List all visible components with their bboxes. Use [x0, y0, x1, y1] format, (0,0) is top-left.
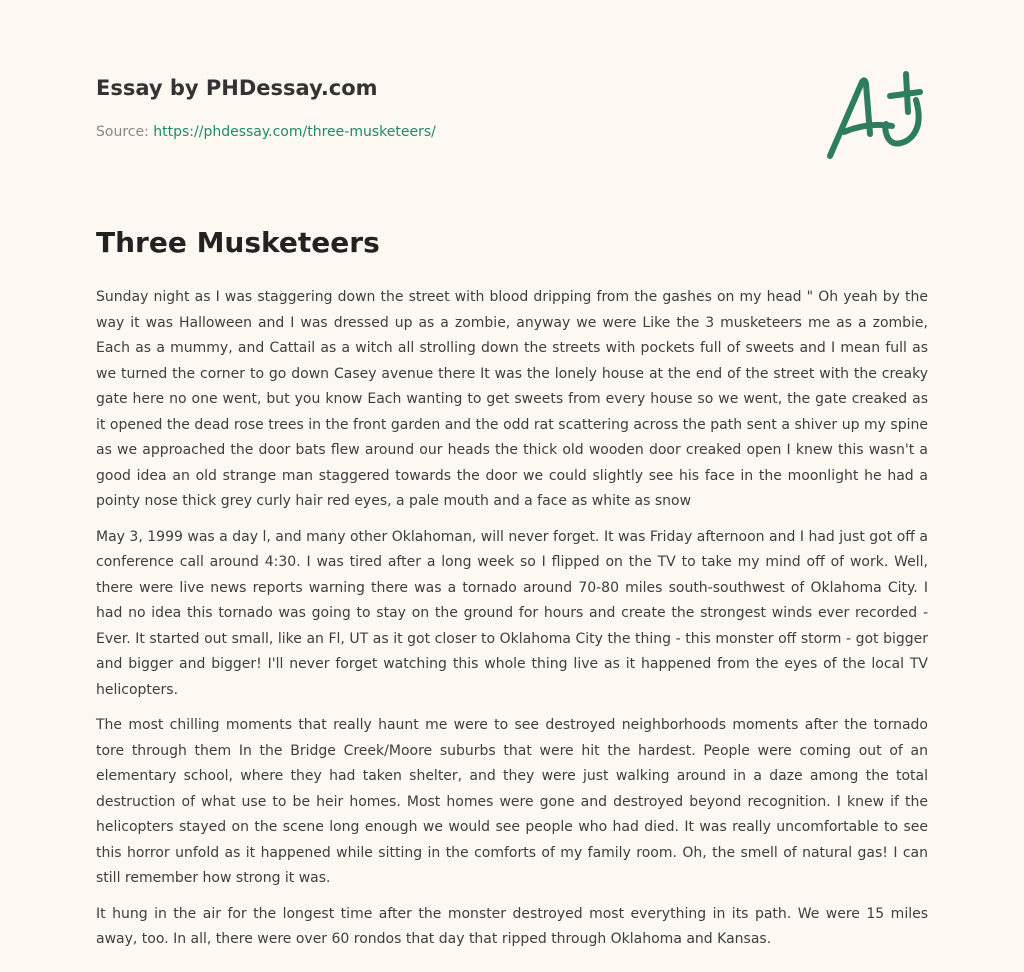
site-header [96, 76, 378, 100]
a-plus-logo-icon [820, 68, 930, 164]
source-label: Source: [96, 124, 149, 140]
essay-paragraph: The most chilling moments that really haunt me were to see destroyed neighborhoods moments after the tornado tore through them In the Bridge Creek/Moore suburbs that were hit the hardest. People were coming out of an elementary school, where they had taken shelter, and they were just walking around in a daze among the total destruction of what use to be heir homes. Most homes were gone and destroyed beyond recognition. I knew if the helicopters stayed on the scene long enough we would see people who had died. It was really uncomfortable to see this horror unfold as it happened while sitting in the comforts of my family room. Oh, the smell of natural gas! I can still remember how strong it was. [96, 717, 928, 886]
source-link[interactable]: https://phdessay.com/three-musketeers/ [153, 124, 436, 140]
source-line [96, 124, 436, 140]
essay-paragraph: It hung in the air for the longest time after the monster destroyed most everything in its path. We were 15 miles away, too. In all, there were over 60 rondos that day that ripped through Oklahoma and Kansas. [96, 905, 928, 947]
essay-paragraph: May 3, 1999 was a day l, and many other Oklahoman, will never forget. It was Friday afternoon and I had just got off a conference call around 4:30. I was tired after a long week so I flipped on the TV to take my mind off of work. Well, there were live news reports warning there was a tornado around 70-80 miles south-southwest of Oklahoma City. I had no idea this tornado was going to stay on the ground for hours and create the strongest winds ever recorded - Ever. It started out small, like an Fl, UT as it got closer to Oklahoma City the thing - this monster off storm - got bigger and bigger and bigger! I'll never forget watching this whole thing live as it happened from the eyes of the local TV helicopters. [96, 528, 928, 698]
site-title: Essay by PHDessay.com [96, 76, 378, 100]
essay-paragraph: Sunday night as I was staggering down the street with blood dripping from the gashes on my head " Oh yeah by the way it was Halloween and I was dressed up as a zombie, anyway we were Like the 3 musketeers me as a zombie, Each as a mummy, and Cattail as a witch all strolling down the streets with pockets full of sweets and I mean full as we turned the corner to go down Casey avenue there It was the lonely house at the end of the street with the creaky gate here no one went, but you know Each wanting to get sweets from every house so we went, the gate creaked as it opened the dead rose trees in the front garden and the odd rat scattering across the path sent a shiver up my spine as we approached the door bats flew around our heads the thick old wooden door creaked open I knew this wasn't a good idea an old strange man staggered towards the door we could slightly see his face in the moonlight he had a pointy nose thick grey curly hair red eyes, a pale mouth and a face as white as snow [96, 289, 928, 509]
essay-body [96, 285, 928, 963]
essay-title: Three Musketeers [96, 226, 380, 259]
